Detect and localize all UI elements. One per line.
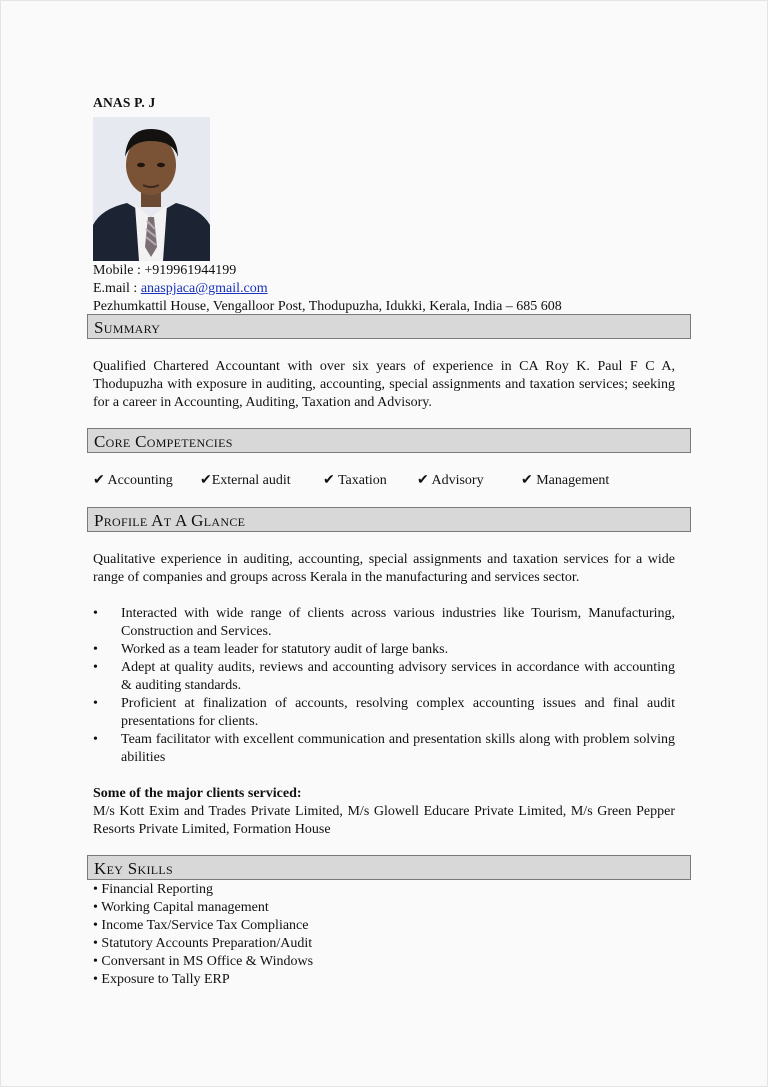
competency-item: ✔ Accounting bbox=[93, 473, 173, 488]
skill-item: • Conversant in MS Office & Windows bbox=[93, 954, 314, 969]
bullet-icon: • bbox=[93, 606, 98, 621]
skill-item: • Exposure to Tally ERP bbox=[93, 972, 230, 987]
core-competencies-list bbox=[93, 472, 675, 490]
mobile-number: Mobile : +919961944199 bbox=[93, 263, 237, 278]
bullet-text: Team facilitator with excellent communication and presentation skills along with problem solving abilities bbox=[121, 732, 675, 765]
email-link[interactable]: anaspjaca@gmail.com bbox=[140, 281, 268, 296]
core-competencies-heading: Core Competencies bbox=[87, 428, 691, 453]
bullet-text: Interacted with wide range of clients across various industries like Tourism, Manufacturing, Construction and Services. bbox=[121, 606, 675, 639]
profile-bullet-list bbox=[93, 605, 675, 767]
address: Pezhumkattil House, Vengalloor Post, Thodupuzha, Idukki, Kerala, India – 685 608 bbox=[93, 299, 562, 314]
clients-text: M/s Kott Exim and Trades Private Limited, M/s Glowell Educare Private Limited, M/s Green Pepper Resorts Private Limited, Formation House bbox=[93, 804, 675, 837]
bullet-icon: • bbox=[93, 696, 98, 711]
profile-heading: Profile At A Glance bbox=[87, 507, 691, 532]
bullet-icon: • bbox=[93, 642, 98, 657]
list-item bbox=[93, 605, 675, 641]
profile-photo bbox=[93, 117, 210, 261]
list-item bbox=[93, 641, 675, 659]
list-item bbox=[93, 659, 675, 695]
list-item bbox=[93, 731, 675, 767]
competency-item: ✔ Management bbox=[521, 473, 610, 488]
competency-item: ✔External audit bbox=[200, 473, 291, 488]
candidate-name: ANAS P. J bbox=[93, 95, 156, 110]
skill-item: • Income Tax/Service Tax Compliance bbox=[93, 918, 309, 933]
skill-item: • Statutory Accounts Preparation/Audit bbox=[93, 936, 313, 951]
key-skills-heading: Key Skills bbox=[87, 855, 691, 880]
skill-item: • Financial Reporting bbox=[93, 882, 213, 897]
clients-heading: Some of the major clients serviced: bbox=[93, 786, 302, 801]
summary-heading: Summary bbox=[87, 314, 691, 339]
competency-item: ✔ Advisory bbox=[417, 473, 484, 488]
email-line bbox=[93, 280, 693, 298]
email-label: E.mail : bbox=[93, 281, 141, 296]
bullet-text: Worked as a team leader for statutory audit of large banks. bbox=[121, 642, 449, 657]
contact-block bbox=[93, 262, 693, 316]
list-item bbox=[93, 695, 675, 731]
skill-item: • Working Capital management bbox=[93, 900, 269, 915]
bullet-icon: • bbox=[93, 732, 98, 747]
bullet-icon: • bbox=[93, 660, 98, 675]
competency-item: ✔ Taxation bbox=[323, 473, 387, 488]
summary-text: Qualified Chartered Accountant with over six years of experience in CA Roy K. Paul F C A, Thodupuzha with exposure in auditing, accounting, special assignments and taxation services; seeking for a career in Accounting, Auditing, Taxation and Advisory. bbox=[93, 359, 675, 410]
key-skills-list bbox=[93, 881, 313, 989]
bullet-text: Proficient at finalization of accounts, resolving complex accounting issues and final audit presentations for clients. bbox=[121, 696, 675, 729]
profile-intro: Qualitative experience in auditing, accounting, special assignments and taxation services for a wide range of companies and groups across Kerala in the manufacturing and services sector. bbox=[93, 552, 675, 585]
bullet-text: Adept at quality audits, reviews and accounting advisory services in accordance with accounting & auditing standards. bbox=[121, 660, 675, 693]
